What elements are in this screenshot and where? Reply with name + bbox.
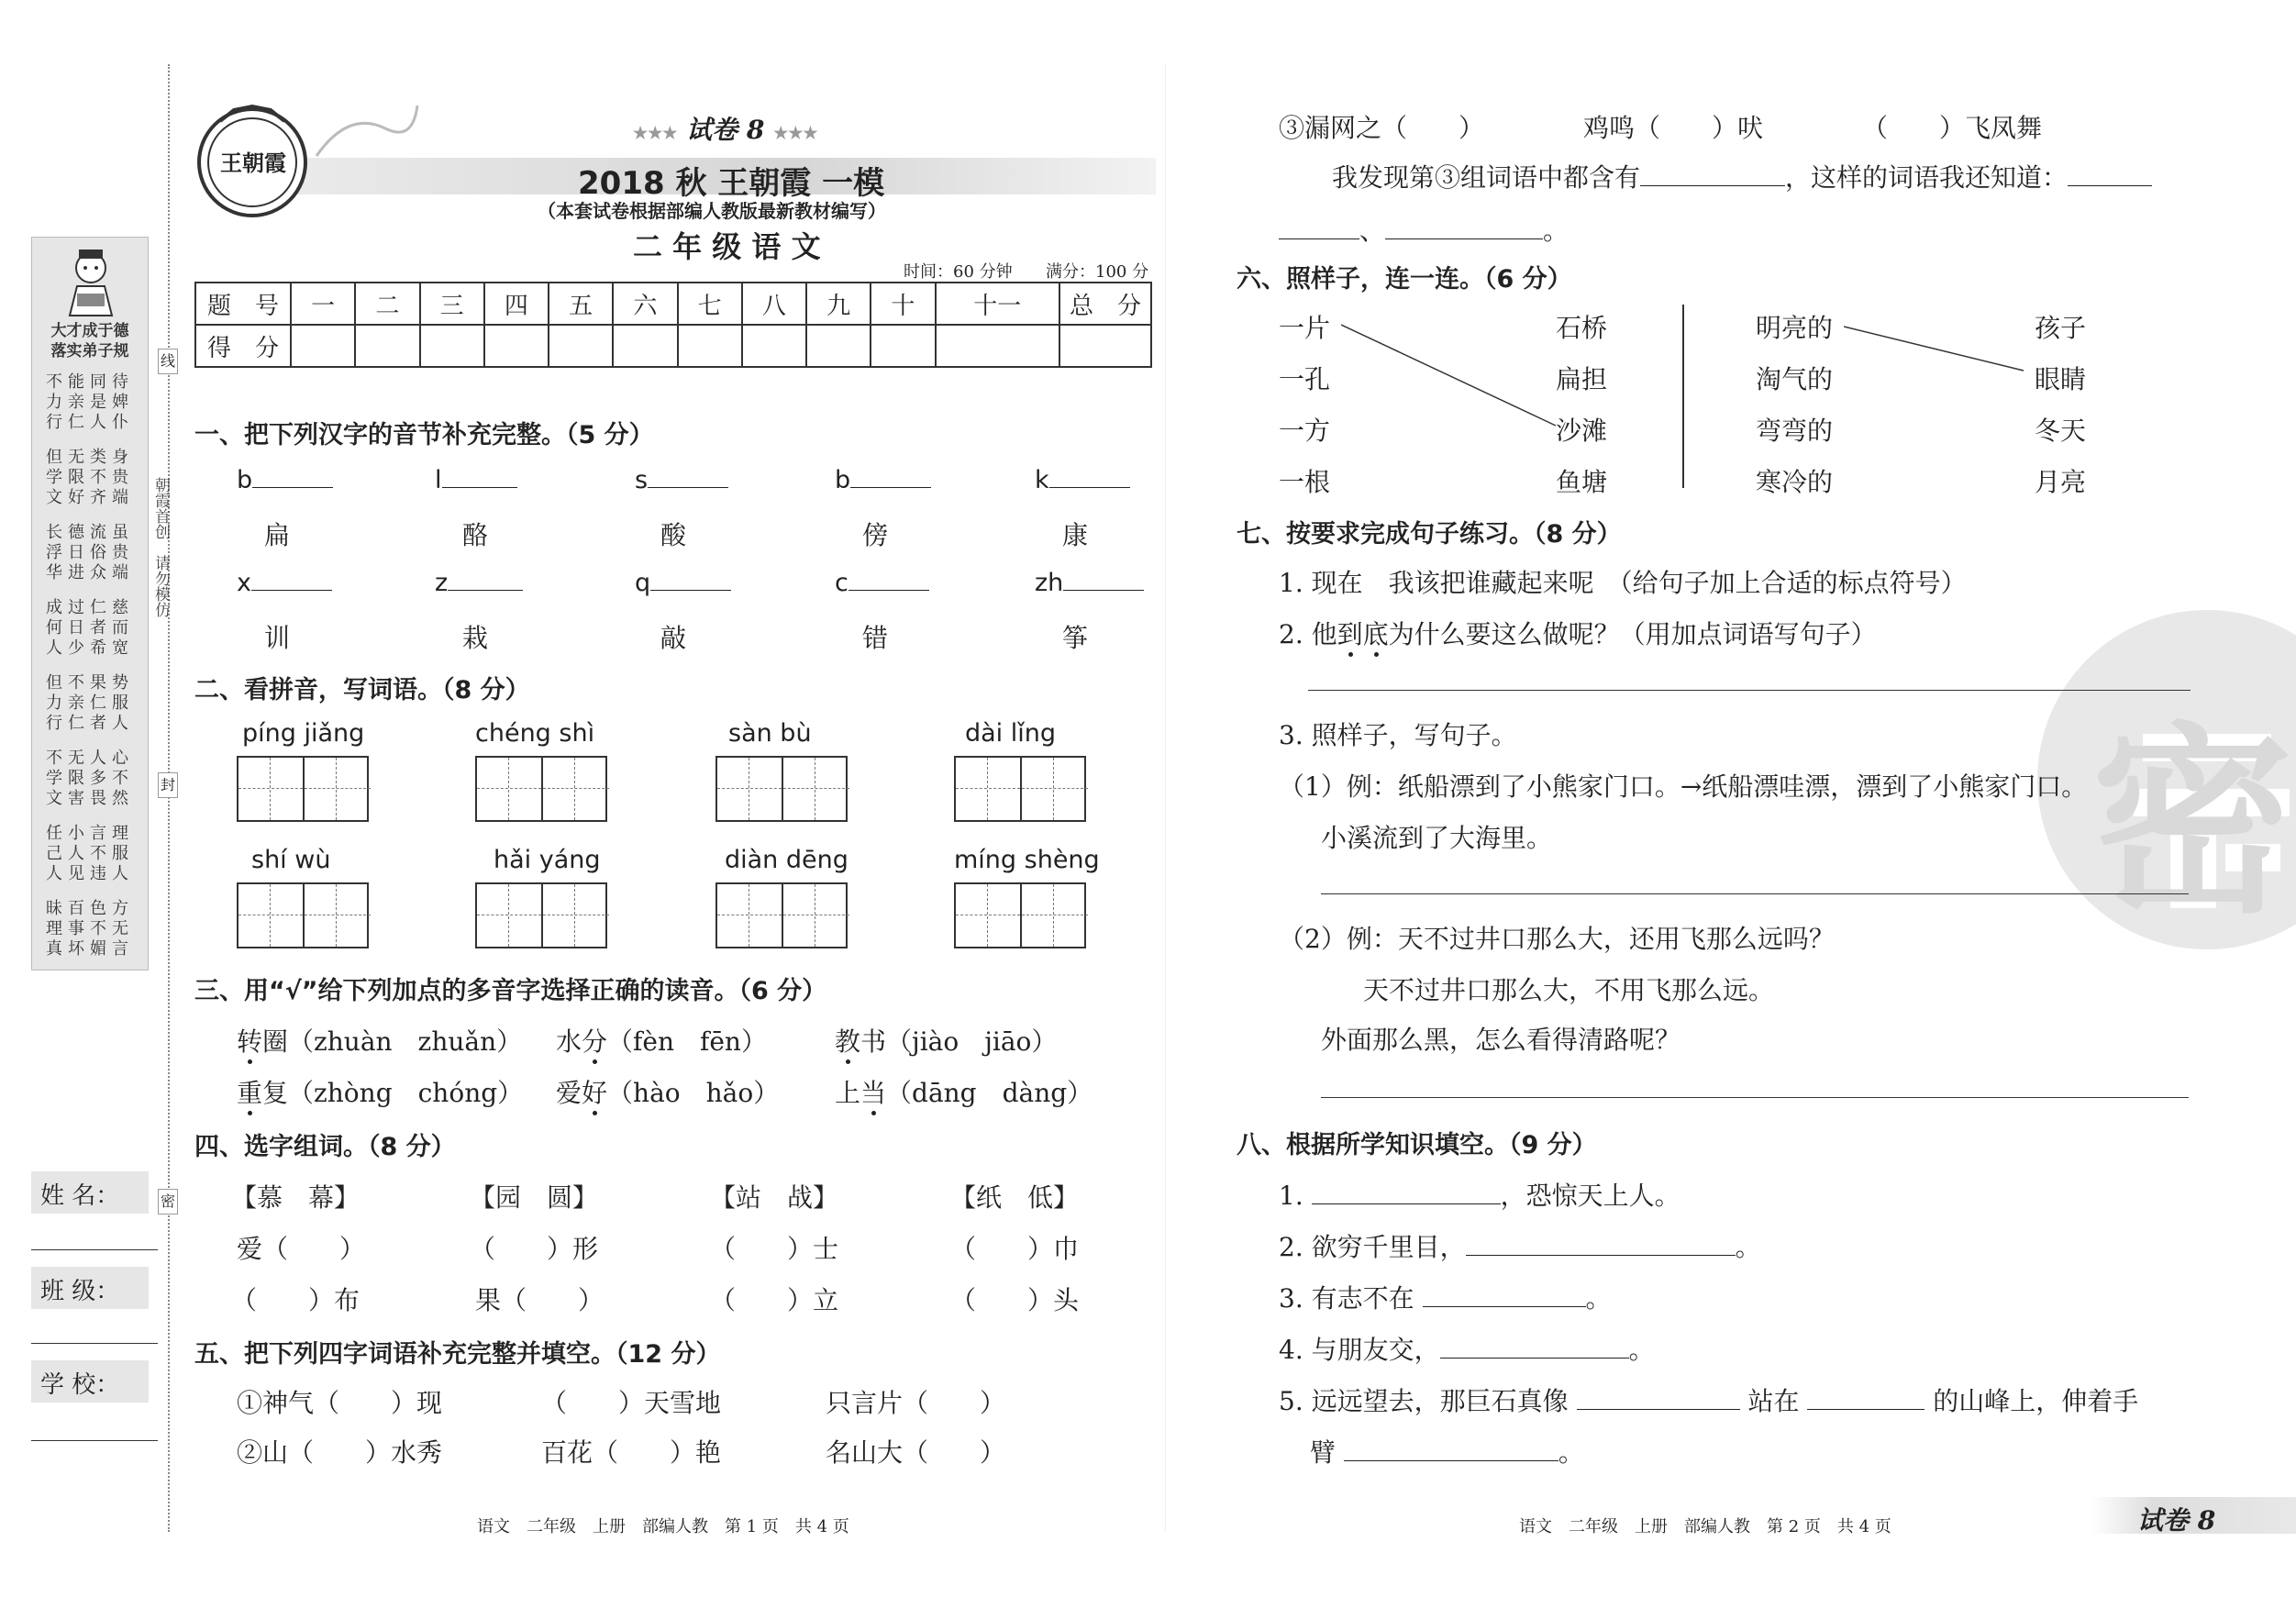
hanzi: 酸 xyxy=(660,520,687,550)
fill-blank[interactable] xyxy=(1312,1182,1501,1204)
question-7-3-2: （2）例：天不过井口那么大，还用飞那么远吗？ xyxy=(1279,924,1835,954)
score-cell[interactable] xyxy=(806,325,871,367)
match-left-a[interactable]: 一孔 xyxy=(1279,364,1331,394)
score-cell[interactable] xyxy=(420,325,484,367)
motto-column: 昧百色方 理事不无 真坏媚言 xyxy=(46,899,134,959)
polyphone-item[interactable]: 教书（jiào jiāo） xyxy=(835,1026,1058,1057)
word-blank[interactable]: 爱（ ） xyxy=(237,1234,366,1264)
idiom-blank[interactable]: 鸡鸣（ ）吠 xyxy=(1583,113,1764,143)
pinyin-word: míng shèng xyxy=(954,846,1100,874)
fill-blank[interactable] xyxy=(1577,1388,1740,1410)
score-table-col: 四 xyxy=(484,283,549,325)
cut-mark-1: 线 xyxy=(158,349,178,374)
question-8-4: 4. 与朋友交， 。 xyxy=(1279,1335,1655,1365)
match-left-a[interactable]: 一根 xyxy=(1279,467,1331,497)
motto-column: 长德流虽 浮日俗贵 华进众端 xyxy=(46,523,134,582)
section-3-title: 三、用“√”给下列加点的多音字选择正确的读音。（6 分） xyxy=(194,977,827,1005)
question-7-3-2-answer: 天不过井口那么大，不用飞那么远。 xyxy=(1363,975,1775,1005)
score-cell[interactable] xyxy=(549,325,613,367)
pinyin-word: dài lǐng xyxy=(965,719,1057,748)
question-7-2: 2. 他到底为什么要这么做呢？（用加点词语写句子） xyxy=(1279,619,1877,649)
footer-right: 语文 二年级 上册 部编人教 第 2 页 共 4 页 xyxy=(1519,1517,1891,1536)
vertical-note: 朝霞首创 请勿模仿 xyxy=(151,477,170,617)
pinyin-word: hǎi yáng xyxy=(494,846,601,874)
motto-column: 成过仁慈 何日者而 人少希宽 xyxy=(46,598,134,658)
score-cell[interactable] xyxy=(355,325,419,367)
match-left-b[interactable]: 石桥 xyxy=(1556,313,1608,343)
score-table-row-label: 题 号 xyxy=(195,283,291,325)
writing-grid[interactable] xyxy=(715,882,848,948)
word-blank[interactable]: （ ）形 xyxy=(470,1234,599,1264)
score-cell[interactable] xyxy=(484,325,549,367)
writing-grid[interactable] xyxy=(954,882,1086,948)
motto-column: 任小言理 己人不服 人见违人 xyxy=(46,824,134,883)
word-blank[interactable]: （ ）立 xyxy=(710,1285,839,1315)
answer-line[interactable] xyxy=(1308,690,2191,691)
pinyin-word: shí wù xyxy=(251,846,331,874)
page-divider xyxy=(1165,64,1166,1532)
find-pattern: 我发现第③组词语中都含有 ，这样的词语我还知道： xyxy=(1332,158,2152,194)
question-7-1: 1. 现在 我该把谁藏起来呢 （给句子加上合适的标点符号） xyxy=(1279,568,1967,598)
score-table-col: 八 xyxy=(742,283,806,325)
score-cell[interactable] xyxy=(678,325,742,367)
score-table-score-row xyxy=(195,325,1151,367)
idiom-blank[interactable]: ①神气（ ）现 xyxy=(237,1388,443,1418)
score-table-col: 五 xyxy=(549,283,613,325)
hanzi: 康 xyxy=(1062,520,1089,550)
char-group: 【慕 幕】 xyxy=(231,1182,360,1213)
score-cell[interactable] xyxy=(742,325,806,367)
score-cell[interactable] xyxy=(613,325,677,367)
word-blank[interactable]: （ ）巾 xyxy=(950,1234,1080,1264)
polyphone-item[interactable]: 转圈（zhuàn zhuǎn） xyxy=(237,1026,523,1057)
match-left-a[interactable]: 一方 xyxy=(1279,416,1331,446)
writing-grid[interactable] xyxy=(237,882,369,948)
score-table-col: 七 xyxy=(678,283,742,325)
match-left-a[interactable]: 一片 xyxy=(1279,313,1331,343)
score-table-col: 二 xyxy=(355,283,419,325)
writing-grid[interactable] xyxy=(715,756,848,822)
fill-blank[interactable] xyxy=(1344,1439,1558,1461)
name-label: 姓 名： xyxy=(40,1182,120,1210)
fill-blank[interactable] xyxy=(1807,1388,1924,1410)
cut-mark-3: 密 xyxy=(158,1189,178,1214)
question-7-3-1: （1）例：纸船漂到了小熊家门口。→纸船漂哇漂，漂到了小熊家门口。 xyxy=(1279,771,2088,802)
section-6-title: 六、照样子，连一连。（6 分） xyxy=(1237,265,1572,294)
writing-grid[interactable] xyxy=(475,756,607,822)
hanzi: 酪 xyxy=(462,520,489,550)
motto-column: 不能同待 力亲是婢 行仁人仆 xyxy=(46,372,134,432)
exam-subtitle: （本套试卷根据部编人教版最新教材编写） xyxy=(538,200,886,222)
hanzi: 傍 xyxy=(862,520,889,550)
section-4-title: 四、选字组词。（8 分） xyxy=(194,1133,456,1161)
hanzi: 训 xyxy=(264,623,291,653)
char-group: 【园 圆】 xyxy=(470,1182,599,1213)
paper-label xyxy=(633,110,818,147)
syllable-blank[interactable]: b xyxy=(237,466,333,494)
syllable-blank[interactable]: q xyxy=(635,569,731,597)
score-table-col: 九 xyxy=(806,283,871,325)
syllable-blank[interactable]: s xyxy=(635,466,728,494)
example-blank[interactable] xyxy=(1385,217,1543,239)
paper-label-text: 试卷 8 xyxy=(686,115,765,145)
syllable-blank[interactable]: z xyxy=(435,569,523,597)
match-left-b[interactable]: 鱼塘 xyxy=(1556,467,1608,497)
fill-blank[interactable] xyxy=(1423,1285,1586,1307)
score-cell[interactable] xyxy=(871,325,935,367)
star-icon: ★★★ xyxy=(773,124,818,143)
question-8-5-line2: 臂 。 xyxy=(1310,1437,1584,1468)
idiom-blank[interactable]: ③漏网之（ ） xyxy=(1279,113,1485,143)
section-2-title: 二、看拼音，写词语。（8 分） xyxy=(194,676,530,704)
score-table xyxy=(194,282,1152,368)
syllable-blank[interactable]: c xyxy=(835,569,929,597)
name-field[interactable] xyxy=(31,1249,158,1250)
score-table-col: 十 xyxy=(871,283,935,325)
match-right-a[interactable]: 弯弯的 xyxy=(1756,416,1834,446)
word-blank[interactable]: 果（ ） xyxy=(475,1285,605,1315)
school-field[interactable] xyxy=(31,1440,158,1441)
score-table-col: 三 xyxy=(420,283,484,325)
hanzi: 扁 xyxy=(264,520,291,550)
find-pattern-line2: 、 。 xyxy=(1279,211,1569,248)
char-group: 【纸 低】 xyxy=(950,1182,1080,1213)
ribbon-swirl xyxy=(312,101,422,165)
syllable-blank[interactable]: b xyxy=(835,466,931,494)
score-table-col: 六 xyxy=(613,283,677,325)
motto-column: 但无类身 学限不贵 文好齐端 xyxy=(46,448,134,507)
match-left-b[interactable]: 沙滩 xyxy=(1556,416,1608,446)
section-8-title: 八、根据所学知识填空。（9 分） xyxy=(1237,1131,1597,1159)
idiom-blank[interactable]: （ ）飞凤舞 xyxy=(1862,113,2043,143)
char-group: 【站 战】 xyxy=(710,1182,839,1213)
idiom-blank[interactable]: 百花（ ）艳 xyxy=(541,1437,722,1468)
idiom-blank[interactable]: （ ）天雪地 xyxy=(541,1388,722,1418)
syllable-blank[interactable]: x xyxy=(237,569,332,597)
sidebar-figure xyxy=(50,244,132,317)
idiom-blank[interactable]: 名山大（ ） xyxy=(826,1437,1006,1468)
footer-tag: 试卷 8 xyxy=(2137,1505,2216,1536)
score-table-col: 一 xyxy=(291,283,355,325)
answer-line[interactable] xyxy=(1321,893,2189,894)
pinyin-word: píng jiǎng xyxy=(242,719,365,748)
brand-logo-text: 王朝霞 xyxy=(220,150,286,176)
hanzi: 筝 xyxy=(1062,623,1089,653)
watermark-char: 密 xyxy=(2091,703,2294,940)
question-8-5: 5. 远远望去，那巨石真像 站在 的山峰上，伸着手 xyxy=(1279,1386,2139,1416)
question-8-3: 3. 有志不在 。 xyxy=(1279,1283,1612,1314)
score-table-row-label: 得 分 xyxy=(195,325,291,367)
writing-grid[interactable] xyxy=(475,882,607,948)
question-8-2: 2. 欲穷千里目， 。 xyxy=(1279,1232,1761,1262)
example-blank[interactable] xyxy=(1279,217,1359,239)
answer-line[interactable] xyxy=(1321,1097,2189,1098)
score-table-col: 十一 xyxy=(936,283,1060,325)
idiom-blank[interactable]: ②山（ ）水秀 xyxy=(237,1437,443,1468)
score-cell[interactable] xyxy=(291,325,355,367)
score-cell[interactable] xyxy=(936,325,1060,367)
match-right-b[interactable]: 月亮 xyxy=(2035,467,2087,497)
motto-column: 但不果势 力亲仁服 行仁者人 xyxy=(46,673,134,733)
match-example-line xyxy=(1341,321,1561,431)
question-7-3-2-task: 外面那么黑，怎么看得清路呢？ xyxy=(1321,1025,1681,1055)
question-7-3: 3. 照样子，写句子。 xyxy=(1279,720,1517,750)
match-right-b[interactable]: 眼睛 xyxy=(2035,364,2087,394)
sidebar-divider xyxy=(168,64,170,1532)
match-right-a[interactable]: 寒冷的 xyxy=(1756,467,1834,497)
time-limit: 时间：60 分钟 xyxy=(904,262,1013,282)
subject-title: 二 年 级 语 文 xyxy=(633,229,821,264)
polyphone-item[interactable]: 爱好（hào hǎo） xyxy=(556,1078,780,1108)
section-7-title: 七、按要求完成句子练习。（8 分） xyxy=(1237,520,1622,549)
sidebar-motto: 大才成于德 落实弟子规 xyxy=(50,322,129,360)
class-label: 班 级： xyxy=(40,1278,120,1305)
word-blank[interactable]: （ ）布 xyxy=(231,1285,360,1315)
question-7-3-1-task: 小溪流到了大海里。 xyxy=(1321,823,1553,853)
syllable-blank[interactable]: zh xyxy=(1035,569,1144,597)
hanzi: 错 xyxy=(862,623,889,653)
section-5-title: 五、把下列四字词语补充完整并填空。（12 分） xyxy=(194,1340,721,1369)
polyphone-item[interactable]: 上当（dāng dàng） xyxy=(835,1078,1093,1108)
word-blank[interactable]: （ ）头 xyxy=(950,1285,1080,1315)
hanzi: 栽 xyxy=(462,623,489,653)
exam-title: 2018 秋 王朝霞 一模 xyxy=(578,165,885,202)
fill-blank[interactable] xyxy=(1440,1336,1629,1359)
pinyin-word: sàn bù xyxy=(728,719,812,748)
match-right-b[interactable]: 冬天 xyxy=(2035,416,2087,446)
section-1-title: 一、把下列汉字的音节补充完整。（5 分） xyxy=(194,421,654,449)
class-field[interactable] xyxy=(31,1343,158,1344)
score-table-header-row xyxy=(195,283,1151,325)
writing-grid[interactable] xyxy=(237,756,369,822)
footer-left: 语文 二年级 上册 部编人教 第 1 页 共 4 页 xyxy=(477,1517,849,1536)
cut-mark-2: 封 xyxy=(158,772,178,798)
pinyin-word: chéng shì xyxy=(475,719,595,748)
pinyin-word: diàn dēng xyxy=(725,846,849,874)
score-table-col: 总 分 xyxy=(1059,283,1151,325)
match-example-line xyxy=(1844,323,2027,378)
polyphone-item[interactable]: 水分（fèn fēn） xyxy=(556,1026,767,1057)
match-right-a[interactable]: 淘气的 xyxy=(1756,364,1834,394)
star-icon: ★★★ xyxy=(633,124,678,143)
school-label: 学 校： xyxy=(40,1371,120,1399)
score-cell[interactable] xyxy=(1059,325,1151,367)
example-blank[interactable] xyxy=(2068,164,2152,186)
full-score: 满分：100 分 xyxy=(1046,262,1149,282)
match-right-a[interactable]: 明亮的 xyxy=(1756,313,1834,343)
pattern-blank[interactable] xyxy=(1640,164,1785,186)
syllable-blank[interactable]: k xyxy=(1035,466,1130,494)
question-8-1: 1. ，恐惊天上人。 xyxy=(1279,1181,1680,1211)
hanzi: 敲 xyxy=(660,623,687,653)
match-divider xyxy=(1682,305,1684,488)
fill-blank[interactable] xyxy=(1466,1234,1736,1256)
match-left-b[interactable]: 扁担 xyxy=(1556,364,1608,394)
match-right-b[interactable]: 孩子 xyxy=(2035,313,2087,343)
idiom-blank[interactable]: 只言片（ ） xyxy=(826,1388,1006,1418)
word-blank[interactable]: （ ）士 xyxy=(710,1234,839,1264)
writing-grid[interactable] xyxy=(954,756,1086,822)
syllable-blank[interactable]: l xyxy=(435,466,517,494)
polyphone-item[interactable]: 重复（zhòng chóng） xyxy=(237,1078,524,1108)
motto-column: 不无人心 学限多不 文害畏然 xyxy=(46,749,134,808)
